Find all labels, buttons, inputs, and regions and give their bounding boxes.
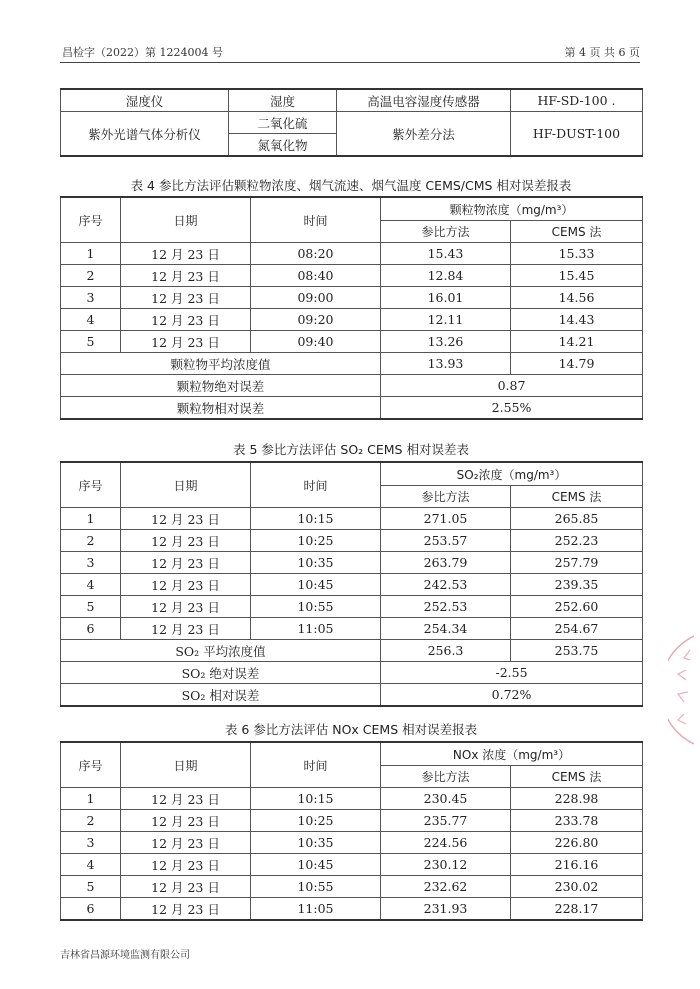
table-row — [61, 876, 643, 898]
header-ref: 参比方法 — [381, 486, 511, 508]
table4 — [60, 196, 643, 420]
cell-cems: 216.16 — [511, 854, 643, 876]
cell-cems: 252.60 — [511, 596, 643, 618]
table-row — [61, 832, 643, 854]
instrument-method: 高温电容湿度传感器 — [337, 89, 511, 112]
cell-cems: 14.21 — [511, 331, 643, 353]
instrument-method: 紫外差分法 — [337, 112, 511, 157]
cell-date: 12 月 23 日 — [121, 265, 251, 287]
table4-caption: 表 4 参比方法评估颗粒物浓度、烟气流速、烟气温度 CEMS/CMS 相对误差报表 — [130, 178, 572, 193]
header-ref: 参比方法 — [381, 221, 511, 243]
table-row — [61, 810, 643, 832]
cell-time: 09:20 — [251, 309, 381, 331]
table-row — [61, 89, 643, 112]
avg-ref: 256.3 — [381, 640, 511, 662]
instrument-name: 湿度仪 — [61, 89, 229, 112]
abs-err-label: SO₂ 绝对误差 — [61, 662, 381, 684]
table5 — [60, 461, 643, 707]
header-date: 日期 — [121, 742, 251, 788]
cell-date: 12 月 23 日 — [121, 574, 251, 596]
avg-cems: 253.75 — [511, 640, 643, 662]
cell-cems: 15.45 — [511, 265, 643, 287]
cell-ref: 253.57 — [381, 530, 511, 552]
cell-time: 10:45 — [251, 854, 381, 876]
instrument-name: 紫外光谱气体分析仪 — [61, 112, 229, 157]
cell-cems: 14.56 — [511, 287, 643, 309]
abs-err-label: 颗粒物绝对误差 — [61, 375, 381, 397]
table-row — [61, 265, 643, 287]
table-header-row — [61, 462, 643, 486]
instrument-param: 氮氧化物 — [229, 134, 337, 157]
summary-row — [61, 662, 643, 684]
cell-cems: 239.35 — [511, 574, 643, 596]
header-seq: 序号 — [61, 197, 121, 243]
seal-stamp — [668, 630, 694, 750]
instrument-table — [60, 88, 643, 157]
cell-date: 12 月 23 日 — [121, 810, 251, 832]
header-date: 日期 — [121, 197, 251, 243]
cell-time: 10:15 — [251, 508, 381, 530]
abs-err-value: 0.87 — [381, 375, 643, 397]
cell-seq: 3 — [61, 552, 121, 574]
table-row — [61, 508, 643, 530]
cell-time: 10:15 — [251, 788, 381, 810]
cell-seq: 1 — [61, 788, 121, 810]
cell-seq: 5 — [61, 876, 121, 898]
header-seq: 序号 — [61, 462, 121, 508]
summary-row — [61, 684, 643, 707]
table-row — [61, 574, 643, 596]
instrument-param: 二氧化硫 — [229, 112, 337, 134]
header-date: 日期 — [121, 462, 251, 508]
company-footer: 吉林省昌源环境监测有限公司 — [60, 950, 190, 961]
cell-date: 12 月 23 日 — [121, 596, 251, 618]
header-divider — [60, 62, 640, 63]
cell-seq: 6 — [61, 898, 121, 921]
cell-time: 11:05 — [251, 898, 381, 921]
cell-cems: 15.33 — [511, 243, 643, 265]
cell-seq: 3 — [61, 832, 121, 854]
cell-ref: 242.53 — [381, 574, 511, 596]
cell-ref: 230.12 — [381, 854, 511, 876]
table5-caption: 表 5 参比方法评估 SO₂ CEMS 相对误差表 — [233, 442, 469, 457]
table6-caption: 表 6 参比方法评估 NOx CEMS 相对误差报表 — [224, 722, 478, 737]
instrument-model: HF-SD-100 . — [511, 89, 643, 112]
table-row — [61, 788, 643, 810]
cell-cems: 228.17 — [511, 898, 643, 921]
summary-row — [61, 640, 643, 662]
summary-row — [61, 397, 643, 420]
cell-date: 12 月 23 日 — [121, 508, 251, 530]
cell-time: 10:55 — [251, 596, 381, 618]
rel-err-value: 2.55% — [381, 397, 643, 420]
table-row — [61, 112, 643, 134]
cell-time: 10:35 — [251, 832, 381, 854]
cell-cems: 226.80 — [511, 832, 643, 854]
cell-cems: 14.43 — [511, 309, 643, 331]
cell-seq: 6 — [61, 618, 121, 640]
header-seq: 序号 — [61, 742, 121, 788]
cell-date: 12 月 23 日 — [121, 832, 251, 854]
header-time: 时间 — [251, 462, 381, 508]
cell-ref: 232.62 — [381, 876, 511, 898]
rel-err-value: 0.72% — [381, 684, 643, 707]
cell-cems: 265.85 — [511, 508, 643, 530]
cell-ref: 235.77 — [381, 810, 511, 832]
avg-label: 颗粒物平均浓度值 — [61, 353, 381, 375]
table-header-row — [61, 197, 643, 221]
cell-date: 12 月 23 日 — [121, 876, 251, 898]
header-group: NOx 浓度（mg/m³） — [381, 742, 643, 766]
cell-ref: 271.05 — [381, 508, 511, 530]
cell-seq: 4 — [61, 309, 121, 331]
cell-time: 09:40 — [251, 331, 381, 353]
cell-date: 12 月 23 日 — [121, 552, 251, 574]
table-row — [61, 287, 643, 309]
cell-time: 10:45 — [251, 574, 381, 596]
cell-time: 11:05 — [251, 618, 381, 640]
cell-cems: 228.98 — [511, 788, 643, 810]
table-row — [61, 243, 643, 265]
cell-seq: 5 — [61, 331, 121, 353]
header-ref: 参比方法 — [381, 766, 511, 788]
header-time: 时间 — [251, 742, 381, 788]
table6 — [60, 741, 643, 921]
table-row — [61, 854, 643, 876]
table-row — [61, 552, 643, 574]
cell-time: 10:35 — [251, 552, 381, 574]
cell-ref: 13.26 — [381, 331, 511, 353]
cell-time: 09:00 — [251, 287, 381, 309]
cell-cems: 233.78 — [511, 810, 643, 832]
cell-seq: 4 — [61, 854, 121, 876]
cell-date: 12 月 23 日 — [121, 898, 251, 921]
cell-date: 12 月 23 日 — [121, 309, 251, 331]
table-row — [61, 618, 643, 640]
header-group: SO₂浓度（mg/m³） — [381, 462, 643, 486]
header-cems: CEMS 法 — [511, 486, 643, 508]
cell-time: 08:40 — [251, 265, 381, 287]
table-row — [61, 898, 643, 921]
cell-seq: 2 — [61, 810, 121, 832]
table-row — [61, 331, 643, 353]
instrument-param: 湿度 — [229, 89, 337, 112]
cell-ref: 254.34 — [381, 618, 511, 640]
table-row — [61, 530, 643, 552]
cell-date: 12 月 23 日 — [121, 788, 251, 810]
cell-seq: 4 — [61, 574, 121, 596]
cell-cems: 254.67 — [511, 618, 643, 640]
page-indicator: 第 4 页 共 6 页 — [564, 46, 640, 59]
header-time: 时间 — [251, 197, 381, 243]
cell-cems: 252.23 — [511, 530, 643, 552]
cell-date: 12 月 23 日 — [121, 854, 251, 876]
rel-err-label: 颗粒物相对误差 — [61, 397, 381, 420]
cell-time: 08:20 — [251, 243, 381, 265]
table-header-row — [61, 742, 643, 766]
cell-ref: 12.11 — [381, 309, 511, 331]
avg-label: SO₂ 平均浓度值 — [61, 640, 381, 662]
summary-row — [61, 353, 643, 375]
avg-cems: 14.79 — [511, 353, 643, 375]
cell-cems: 230.02 — [511, 876, 643, 898]
table-row — [61, 596, 643, 618]
cell-ref: 224.56 — [381, 832, 511, 854]
cell-ref: 263.79 — [381, 552, 511, 574]
cell-date: 12 月 23 日 — [121, 530, 251, 552]
cell-ref: 231.93 — [381, 898, 511, 921]
cell-date: 12 月 23 日 — [121, 618, 251, 640]
cell-seq: 1 — [61, 508, 121, 530]
summary-row — [61, 375, 643, 397]
header-cems: CEMS 法 — [511, 221, 643, 243]
cell-time: 10:55 — [251, 876, 381, 898]
cell-ref: 252.53 — [381, 596, 511, 618]
header-group: 颗粒物浓度（mg/m³） — [381, 197, 643, 221]
document-number: 昌检字（2022）第 1224004 号 — [62, 46, 223, 59]
cell-ref: 16.01 — [381, 287, 511, 309]
avg-ref: 13.93 — [381, 353, 511, 375]
cell-date: 12 月 23 日 — [121, 243, 251, 265]
cell-seq: 1 — [61, 243, 121, 265]
cell-time: 10:25 — [251, 530, 381, 552]
cell-seq: 2 — [61, 265, 121, 287]
cell-date: 12 月 23 日 — [121, 287, 251, 309]
cell-ref: 230.45 — [381, 788, 511, 810]
cell-ref: 12.84 — [381, 265, 511, 287]
cell-seq: 2 — [61, 530, 121, 552]
seal-stamp-graphic — [668, 630, 694, 750]
cell-date: 12 月 23 日 — [121, 331, 251, 353]
cell-time: 10:25 — [251, 810, 381, 832]
table-row — [61, 309, 643, 331]
rel-err-label: SO₂ 相对误差 — [61, 684, 381, 707]
cell-seq: 3 — [61, 287, 121, 309]
cell-cems: 257.79 — [511, 552, 643, 574]
instrument-model: HF-DUST-100 — [511, 112, 643, 157]
abs-err-value: -2.55 — [381, 662, 643, 684]
header-cems: CEMS 法 — [511, 766, 643, 788]
cell-seq: 5 — [61, 596, 121, 618]
cell-ref: 15.43 — [381, 243, 511, 265]
